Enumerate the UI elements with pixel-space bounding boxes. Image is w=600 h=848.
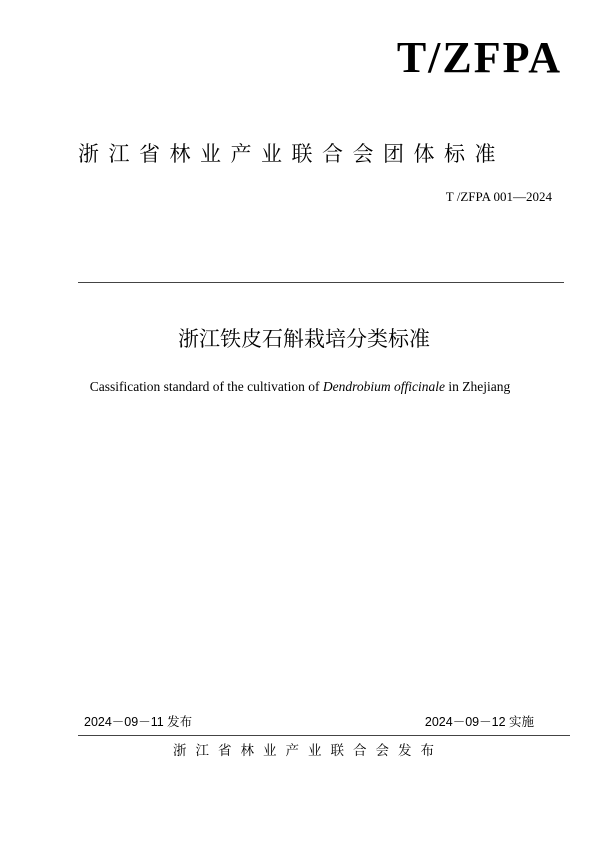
bottom-divider: [78, 735, 570, 736]
standard-logo: T/ZFPA: [396, 33, 562, 82]
title-en-prefix: Cassification standard of the cultivation of: [89, 379, 323, 394]
standard-code: T /ZFPA 001—2024: [445, 189, 552, 204]
title-en-species: Dendrobium officinale: [322, 379, 446, 394]
document-title-chinese: 浙江铁皮石斛栽培分类标准: [178, 327, 430, 351]
document-title-english: [0, 380, 600, 394]
implement-date: 2024－09－12 实施: [424, 715, 534, 729]
top-divider: [78, 282, 564, 283]
organization-standard-label: 浙江省林业产业联合会团体标准: [78, 142, 505, 166]
issuer-label: 浙江省林业产业联合会发布: [173, 743, 443, 759]
title-en-suffix: in Zhejiang: [445, 379, 511, 394]
publish-date: 2024－09－11 发布: [84, 715, 193, 729]
